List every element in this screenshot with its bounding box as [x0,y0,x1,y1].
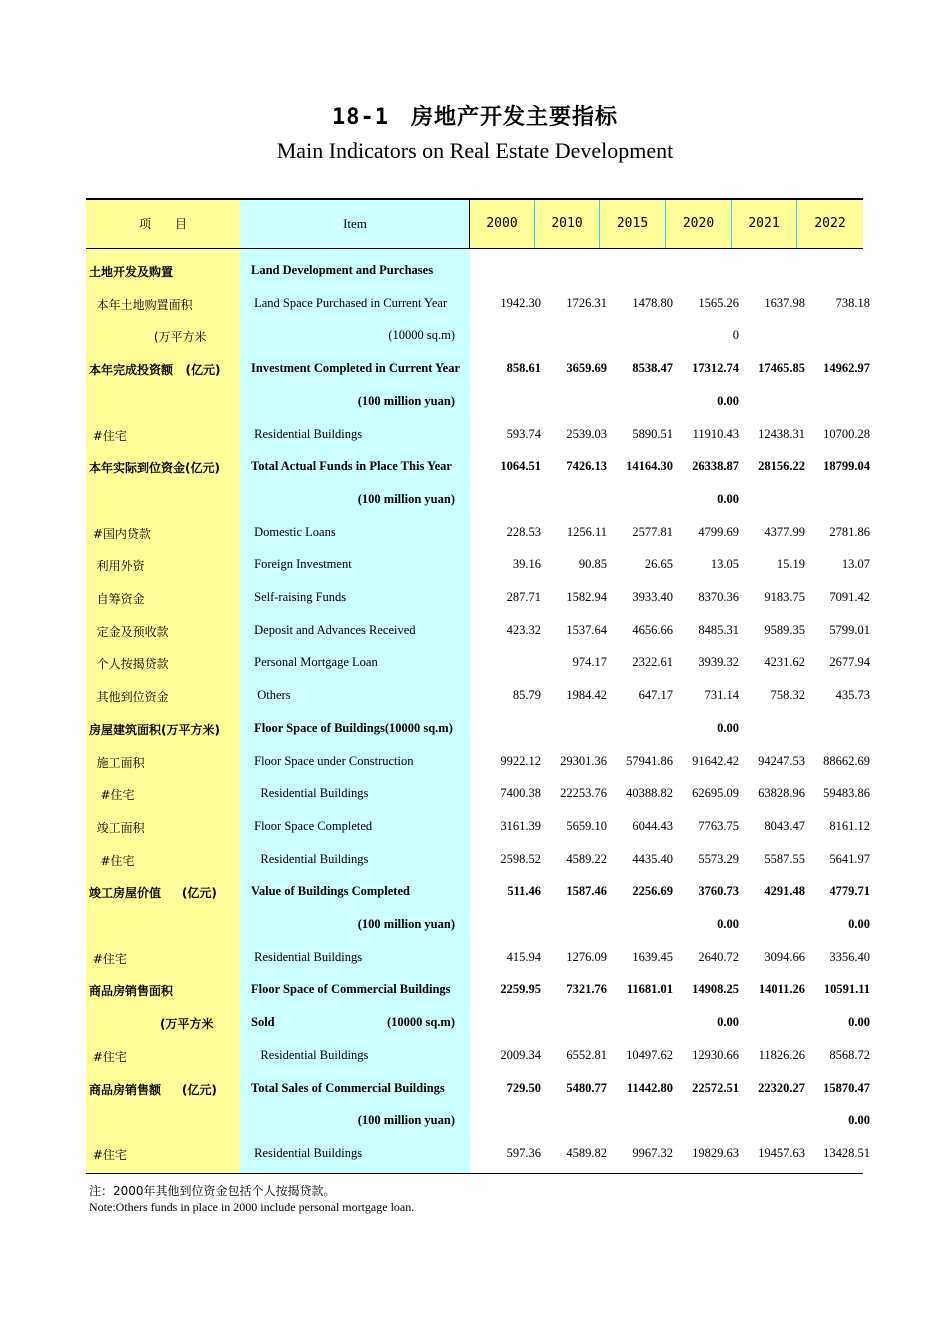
value-cell: 11910.43 [692,426,739,441]
value-cell: 8161.12 [829,818,870,833]
value-cell: 729.50 [506,1080,541,1095]
value-cell: 597.36 [506,1145,541,1160]
row-unit-en: (100 million yuan) [357,393,455,408]
table-row [86,1006,870,1038]
value-cell: 8485.31 [698,622,739,637]
value-cell: 7400.38 [500,786,541,801]
row-label-cn: 定金及预收款 [89,624,169,639]
value-cell: 1984.42 [566,688,607,703]
row-label-cn: 本年实际到位资金(亿元) [89,461,220,476]
value-cell: 1637.98 [764,295,805,310]
row-label-cn: 本年完成投资额 (亿元) [89,363,221,378]
row-unit-en: (100 million yuan) [357,1113,455,1128]
row-label-en: Investment Completed in Current Year [251,361,461,376]
table-row [86,843,870,875]
page-title-cn: 18-1 房地产开发主要指标 [332,105,618,130]
value-cell: 63828.96 [758,786,805,801]
row-label-en: Floor Space of Buildings(10000 sq.m) [251,720,453,735]
value-cell: 858.61 [506,361,541,376]
row-label-en: Sold [251,1015,275,1030]
row-label-en: Residential Buildings [251,949,363,964]
table-row [86,516,870,548]
value-cell: 5480.77 [566,1080,607,1095]
value-cell: 9967.32 [632,1145,673,1160]
value-cell: 59483.86 [823,786,870,801]
table-row [86,908,870,940]
value-cell: 28156.22 [758,459,805,474]
value-cell: 10591.11 [823,982,870,997]
row-label-en: Residential Buildings [251,851,369,866]
value-cell: 18799.04 [823,459,870,474]
value-cell: 2539.03 [566,426,607,441]
table-row [86,287,870,319]
value-cell: 4291.48 [764,884,805,899]
row-label-en: Residential Buildings [251,1047,369,1062]
value-cell: 6044.43 [632,818,673,833]
value-cell: 415.94 [506,949,541,964]
value-cell: 4435.40 [632,851,673,866]
row-label-en: Total Actual Funds in Place This Year [251,459,452,474]
value-cell: 1582.94 [566,590,607,604]
table-row [86,646,870,678]
row-label-cn: 竣工面积 [89,820,145,835]
footnote-en: Note:Others funds in place in 2000 include personal mortgage loan. [89,1200,415,1214]
value-cell: 1276.09 [566,949,607,964]
row-label-cn: 其他到位资金 [89,690,169,705]
table-row [86,548,870,580]
value-cell: 9922.12 [500,753,541,768]
table-header-rule [86,248,863,249]
row-label-cn: #住宅 [89,1049,127,1064]
table-row [86,1072,870,1104]
row-label-cn: #住宅 [89,788,135,803]
footnote-cn: 注：2000年其他到位资金包括个人按揭贷款。 [89,1184,336,1198]
table-row [86,385,863,417]
value-cell: 85.79 [512,688,541,703]
value-cell: 10700.28 [823,426,870,441]
value-cell: 2256.69 [632,884,673,899]
value-cell: 39.16 [512,557,541,572]
value-cell: 0.00 [848,1113,870,1128]
table-row [86,1137,870,1169]
value-cell: 5799.01 [829,622,870,637]
value-cell: 0.00 [848,917,870,931]
value-cell: 423.32 [506,622,541,637]
header-year: 2015 [616,216,649,231]
value-cell: 1478.80 [632,295,673,310]
value-cell: 4779.71 [829,884,870,899]
value-cell: 1537.64 [566,622,607,637]
value-cell: 88662.69 [823,753,870,768]
value-cell: 14011.26 [758,982,805,997]
value-cell: 7763.75 [698,818,739,833]
table-row [86,810,870,842]
row-label-cn: (万平方米 [89,330,207,345]
value-cell: 13428.51 [823,1145,870,1160]
row-unit-en: (10000 sq.m) [386,1015,455,1030]
table-row [86,483,863,515]
value-cell: 8370.36 [698,590,739,604]
value-cell: 7426.13 [566,459,607,474]
row-label-en: Residential Buildings [251,786,369,801]
value-cell: 287.71 [506,590,541,604]
row-label-en: Domestic Loans [251,524,336,539]
value-cell: 3094.66 [764,949,805,964]
header-year: 2021 [748,216,780,231]
row-label-cn: #国内贷款 [89,526,151,541]
value-cell: 13.07 [841,557,870,572]
row-unit-en: (100 million yuan) [357,917,455,931]
header-year: 2022 [814,216,846,231]
value-cell: 1565.26 [698,295,739,310]
value-cell: 57941.86 [626,753,673,768]
row-label-cn: #住宅 [89,1147,127,1162]
row-label-en: Foreign Investment [251,557,352,572]
value-cell: 0.00 [848,1015,870,1030]
value-cell: 11681.01 [626,982,673,997]
row-label-en: Land Space Purchased in Current Year [251,295,448,310]
value-cell: 3933.40 [632,590,673,604]
row-label-cn: 利用外资 [89,559,145,574]
value-cell: 2577.81 [632,524,673,539]
value-cell: 5659.10 [566,818,607,833]
table-row [86,745,870,777]
value-cell: 11442.80 [626,1080,673,1095]
row-label-en: Value of Buildings Completed [251,884,410,899]
value-cell: 5641.97 [829,851,870,866]
value-cell: 9589.35 [764,622,805,637]
value-cell: 5573.29 [698,851,739,866]
value-cell: 0.00 [717,1015,739,1030]
header-item-cn: 项 目 [138,217,187,231]
value-cell: 29301.36 [560,753,607,768]
value-cell: 974.17 [572,655,607,670]
value-cell: 14908.25 [692,982,739,997]
value-cell: 90.85 [578,557,607,572]
value-cell: 12930.66 [692,1047,739,1062]
value-cell: 12438.31 [758,426,805,441]
value-cell: 14164.30 [626,459,673,474]
value-cell: 593.74 [506,426,541,441]
row-label-cn: #住宅 [89,853,135,868]
table-row [86,875,870,907]
row-label-en: Total Sales of Commercial Buildings [251,1080,445,1095]
value-cell: 0.00 [717,393,739,408]
table-row [86,352,870,384]
value-cell: 3161.39 [500,818,541,833]
row-label-cn: 个人按揭贷款 [89,657,169,672]
row-label-cn: 自筹资金 [89,592,145,606]
value-cell: 8043.47 [764,818,805,833]
value-cell: 1639.45 [632,949,673,964]
row-label-en: Residential Buildings [251,426,363,441]
row-label-cn: 商品房销售面积 [89,984,174,999]
page-title-en: Main Indicators on Real Estate Development [276,138,674,163]
value-cell: 40388.82 [626,786,673,801]
value-cell: 8538.47 [632,361,673,376]
table-row [86,777,870,809]
value-cell: 11826.26 [758,1047,805,1062]
row-label-cn: #住宅 [89,951,127,966]
value-cell: 22320.27 [758,1080,805,1095]
value-cell: 647.17 [638,688,673,703]
row-label-en: Self-raising Funds [251,590,347,604]
row-label-cn: #住宅 [89,428,127,443]
table-row [86,254,863,286]
header-item-en: Item [343,216,367,231]
row-label-cn: 土地开发及购置 [89,265,174,279]
table-row [86,581,870,613]
row-label-cn: 房屋建筑面积(万平方米) [89,722,220,737]
value-cell: 1064.51 [500,459,541,474]
header-year: 2000 [486,216,518,231]
row-label-en: Floor Space under Construction [251,753,414,768]
value-cell: 3356.40 [829,949,870,964]
value-cell: 738.18 [835,295,870,310]
value-cell: 435.73 [835,688,870,703]
row-label-cn: 施工面积 [89,755,145,770]
value-cell: 758.32 [770,688,805,703]
value-cell: 4231.62 [764,655,805,670]
value-cell: 5890.51 [632,426,673,441]
value-cell: 0.00 [717,720,739,735]
value-cell: 19457.63 [758,1145,805,1160]
table-row [86,973,870,1005]
value-cell: 15.19 [776,557,805,572]
row-label-en: Deposit and Advances Received [251,622,416,637]
value-cell: 10497.62 [626,1047,673,1062]
row-unit-en: (10000 sq.m) [388,328,455,343]
value-cell: 4377.99 [764,524,805,539]
value-cell: 91642.42 [692,753,739,768]
value-cell: 0.00 [717,491,739,506]
table-row [86,679,870,711]
row-label-en: Floor Space Completed [251,818,373,833]
row-label-en: Personal Mortgage Loan [251,655,378,670]
value-cell: 1256.11 [566,524,607,539]
value-cell: 0 [732,328,739,343]
value-cell: 22253.76 [560,786,607,801]
value-cell: 4589.22 [566,851,607,866]
table-row [86,614,870,646]
value-cell: 1726.31 [566,295,607,310]
row-label-en: Others [251,688,291,703]
value-cell: 4589.82 [566,1145,607,1160]
row-label-cn: 竣工房屋价值 (亿元) [89,886,217,901]
value-cell: 3939.32 [698,655,739,670]
value-cell: 3659.69 [566,361,607,376]
value-cell: 4656.66 [632,622,673,637]
value-cell: 2640.72 [698,949,739,964]
value-cell: 17312.74 [692,361,739,376]
table-row [86,1039,870,1071]
value-cell: 4799.69 [698,524,739,539]
table-row [86,319,863,351]
row-label-en: Residential Buildings [251,1145,363,1160]
value-cell: 228.53 [506,524,541,539]
value-cell: 3760.73 [698,884,739,899]
value-cell: 22572.51 [692,1080,739,1095]
value-cell: 13.05 [710,557,739,572]
table-row [86,1104,870,1136]
value-cell: 26.65 [644,557,673,572]
value-cell: 1942.30 [500,295,541,310]
value-cell: 17465.85 [758,361,805,376]
value-cell: 2322.61 [632,655,673,670]
table-row [86,450,870,482]
row-label-en: Land Development and Purchases [251,263,434,277]
value-cell: 6552.81 [566,1047,607,1062]
value-cell: 2598.52 [500,851,541,866]
row-label-cn: 商品房销售额 (亿元) [89,1082,217,1097]
value-cell: 14962.97 [823,361,870,376]
value-cell: 5587.55 [764,851,805,866]
value-cell: 15870.47 [823,1080,870,1095]
row-label-cn: 本年土地购置面积 [89,297,193,312]
value-cell: 7321.76 [566,982,607,997]
table-row [86,418,870,450]
value-cell: 7091.42 [829,590,870,604]
header-year: 2010 [551,216,583,231]
value-cell: 8568.72 [829,1047,870,1062]
table-bottom-rule [86,1173,863,1174]
row-label-cn: (万平方米 [89,1017,214,1032]
table-row [86,941,870,973]
value-cell: 511.46 [507,884,541,899]
value-cell: 94247.53 [758,753,805,768]
value-cell: 62695.09 [692,786,739,801]
row-label-en: Floor Space of Commercial Buildings [251,982,451,997]
row-unit-en: (100 million yuan) [357,491,455,506]
value-cell: 2259.95 [500,982,541,997]
value-cell: 2781.86 [829,524,870,539]
header-year: 2020 [682,216,715,231]
value-cell: 1587.46 [566,884,607,899]
value-cell: 2677.94 [829,655,870,670]
value-cell: 9183.75 [764,590,805,604]
value-cell: 731.14 [704,688,739,703]
value-cell: 2009.34 [500,1047,541,1062]
value-cell: 26338.87 [692,459,739,474]
table-row [86,712,863,744]
value-cell: 0.00 [717,917,739,931]
value-cell: 19829.63 [692,1145,739,1160]
